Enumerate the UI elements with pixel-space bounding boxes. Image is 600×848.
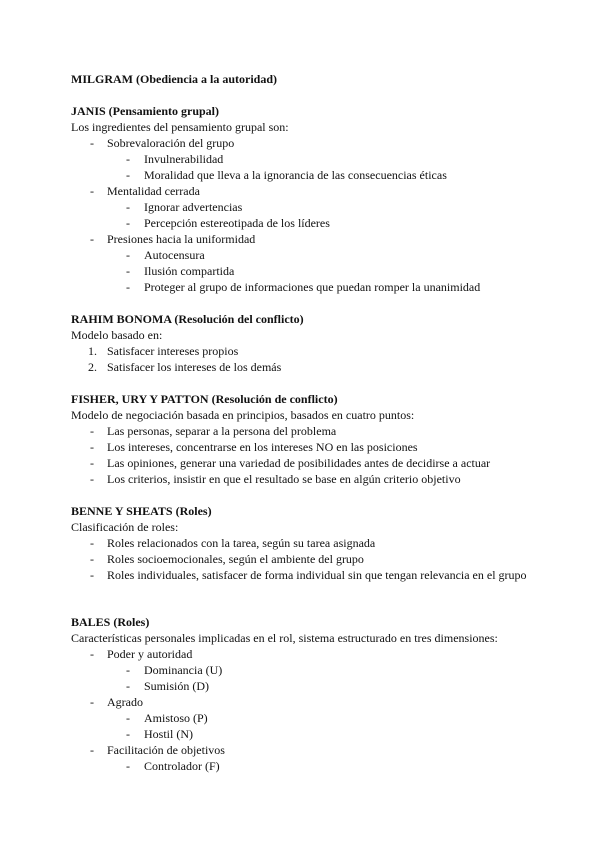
list-item: Las personas, separar a la persona del problema (107, 424, 337, 438)
list-item: Las opiniones, generar una variedad de posibilidades antes de decidirse a actuar (107, 456, 491, 470)
sub-list-item: Autocensura (144, 248, 205, 262)
list-bullet: - (90, 184, 94, 198)
list-item: Satisfacer intereses propios (107, 344, 239, 358)
list-bullet: - (90, 424, 94, 438)
list-bullet: - (90, 440, 94, 454)
rahim-intro: Modelo basado en: (71, 328, 163, 342)
list-item: Facilitación de objetivos (107, 743, 225, 757)
list-bullet: - (126, 759, 130, 773)
list-bullet: - (90, 743, 94, 757)
list-item: Roles socioemocionales, según el ambiente del grupo (107, 552, 364, 566)
list-bullet: - (90, 552, 94, 566)
sub-list-item: Amistoso (P) (144, 711, 208, 725)
list-item: Presiones hacia la uniformidad (107, 232, 256, 246)
sub-list-item: Ilusión compartida (144, 264, 235, 278)
list-item: Satisfacer los intereses de los demás (107, 360, 282, 374)
list-number: 1. (88, 344, 97, 358)
fisher-heading: FISHER, URY Y PATTON (Resolución de conflicto) (71, 392, 338, 406)
sub-list-item: Hostil (N) (144, 727, 193, 741)
list-item: Roles individuales, satisfacer de forma individual sin que tengan relevancia en el grupo (107, 568, 527, 582)
list-bullet: - (126, 711, 130, 725)
benne-heading: BENNE Y SHEATS (Roles) (71, 504, 212, 518)
list-bullet: - (126, 200, 130, 214)
sub-list-item: Invulnerabilidad (144, 152, 224, 166)
list-bullet: - (90, 472, 94, 486)
list-item: Agrado (107, 695, 143, 709)
list-bullet: - (126, 248, 130, 262)
sub-list-item: Moralidad que lleva a la ignorancia de las consecuencias éticas (144, 168, 447, 182)
list-bullet: - (126, 216, 130, 230)
list-item: Los intereses, concentrarse en los intereses NO en las posiciones (107, 440, 418, 454)
list-bullet: - (126, 663, 130, 677)
sub-list-item: Ignorar advertencias (144, 200, 243, 214)
list-bullet: - (126, 264, 130, 278)
list-bullet: - (126, 679, 130, 693)
list-bullet: - (90, 232, 94, 246)
janis-heading: JANIS (Pensamiento grupal) (71, 104, 220, 118)
sub-list-item: Percepción estereotipada de los líderes (144, 216, 330, 230)
list-bullet: - (90, 568, 94, 582)
list-bullet: - (90, 695, 94, 709)
list-bullet: - (126, 152, 130, 166)
list-number: 2. (88, 360, 97, 374)
list-bullet: - (90, 647, 94, 661)
list-bullet: - (126, 280, 130, 294)
list-bullet: - (90, 536, 94, 550)
sub-list-item: Proteger al grupo de informaciones que puedan romper la unanimidad (144, 280, 481, 294)
list-item: Sobrevaloración del grupo (107, 136, 235, 150)
list-bullet: - (126, 727, 130, 741)
sub-list-item: Sumisión (D) (144, 679, 210, 693)
list-item: Poder y autoridad (107, 647, 193, 661)
bales-heading: BALES (Roles) (71, 615, 150, 629)
sub-list-item: Dominancia (U) (144, 663, 223, 677)
sub-list-item: Controlador (F) (144, 759, 220, 773)
list-item: Mentalidad cerrada (107, 184, 200, 198)
list-item: Los criterios, insistir en que el resultado se base en algún criterio objetivo (107, 472, 461, 486)
janis-intro: Los ingredientes del pensamiento grupal son: (71, 120, 289, 134)
milgram-heading: MILGRAM (Obediencia a la autoridad) (71, 72, 277, 86)
fisher-intro: Modelo de negociación basada en principios, basados en cuatro puntos: (71, 408, 415, 422)
benne-intro: Clasificación de roles: (71, 520, 179, 534)
list-bullet: - (126, 168, 130, 182)
bales-intro: Características personales implicadas en el rol, sistema estructurado en tres dimensiones: (71, 631, 498, 645)
list-item: Roles relacionados con la tarea, según su tarea asignada (107, 536, 376, 550)
list-bullet: - (90, 456, 94, 470)
list-bullet: - (90, 136, 94, 150)
rahim-heading: RAHIM BONOMA (Resolución del conflicto) (71, 312, 304, 326)
